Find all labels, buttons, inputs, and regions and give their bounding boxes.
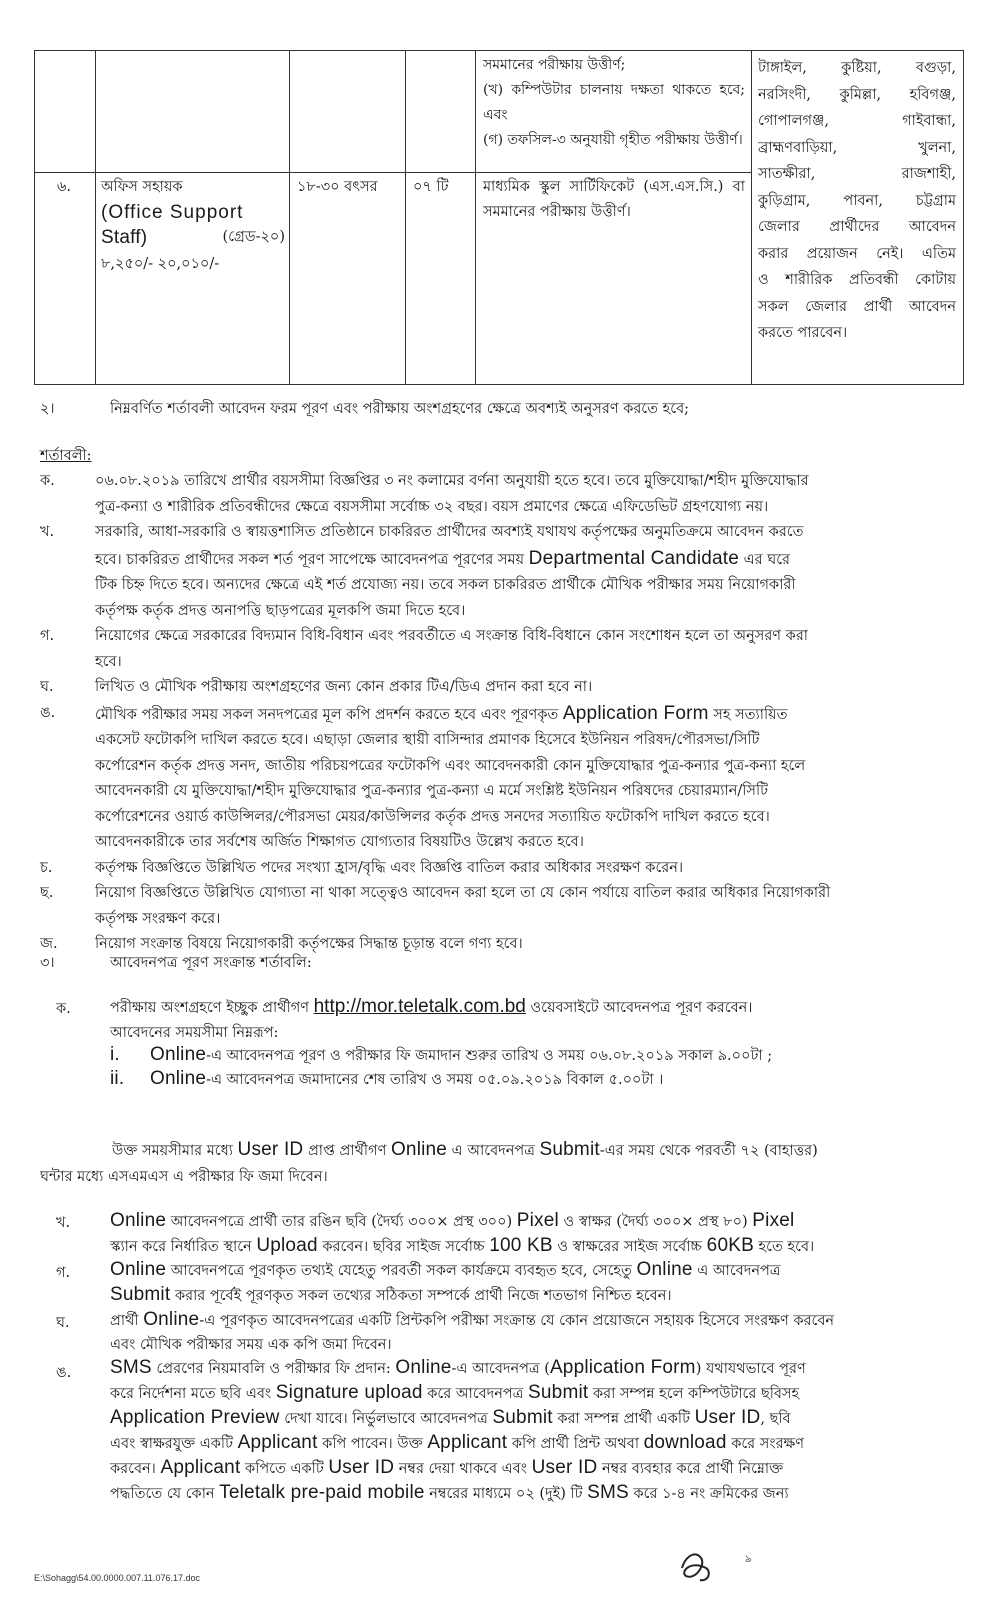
item-umo-text	[110, 1356, 920, 1506]
text-segment: এবং স্বাক্ষরযুক্ত একটি	[110, 1436, 238, 1452]
text-segment: করবেন।	[110, 1461, 161, 1477]
applicant-term: Applicant	[237, 1432, 318, 1453]
condition-label: ঘ.	[40, 679, 54, 695]
district-line: নরসিংদী, কুমিল্লা, হবিগঞ্জ,	[758, 86, 956, 103]
text-line: (খ) কম্পিউটার চালনায় দক্ষতা থাকতে হবে; এবং	[483, 82, 745, 123]
sms-term: SMS	[110, 1357, 152, 1378]
handwritten-initials-icon	[676, 1546, 736, 1586]
condition-kha	[40, 520, 906, 624]
text-segment: প্রেরণের নিয়মাবলি ও পরীক্ষার ফি প্রদান:	[151, 1361, 396, 1377]
post-name-en: (Office Support	[101, 202, 244, 223]
upload-term: Upload	[256, 1235, 318, 1256]
text-segment: দেখা যাবে। নির্ভুলভাবে আবেদনপত্র	[279, 1411, 493, 1427]
text-line: কর্তৃপক্ষ বিজ্ঞপ্তিতে উল্লিখিত পদের সংখ্যা হ্রাস/বৃদ্ধি এবং বিজ্ঞপ্তি বাতিল করার অধিকার সংরক্ষণ করেন।	[95, 859, 684, 876]
text-segment: কপিতে একটি	[240, 1461, 329, 1477]
text-segment: নম্বরের মাধ্যমে ০২ (দুই) টি	[424, 1486, 588, 1502]
condition-label: চ.	[40, 859, 53, 876]
text-segment: করে আবেদনপত্র	[422, 1386, 529, 1402]
text-segment: নম্বর ব্যবহার করে প্রার্থী নিম্নোক্ত	[597, 1461, 784, 1477]
deadline-row	[110, 1068, 663, 1093]
applicant-term: Applicant	[427, 1432, 508, 1453]
row6-posts: ০৭ টি	[413, 179, 449, 195]
text-segment: ) যথাযথভাবে পূরণ	[695, 1361, 806, 1377]
district-line: কুড়িগ্রাম, পাবনা, চট্টগ্রাম	[758, 192, 956, 209]
text-segment: করা সম্পন্ন প্রার্থী একটি	[552, 1411, 695, 1427]
text-segment: হতে হবে।	[753, 1239, 815, 1255]
condition-label: খ.	[40, 524, 55, 540]
pixel-term: Pixel	[516, 1210, 559, 1231]
district-restriction	[758, 55, 956, 347]
text-line: নিয়োগ সংক্রান্ত বিষয়ে নিয়োগকারী কর্তৃপক্ষের সিদ্ধান্ত চূড়ান্ত বলে গণ্য হবে।	[95, 936, 523, 952]
download-term: download	[643, 1432, 727, 1453]
text-segment: স্ক্যান করে নির্ধারিত স্থানে	[110, 1239, 257, 1255]
pixel-term: Pixel	[752, 1210, 795, 1231]
condition-ka	[40, 469, 906, 520]
online-term: Online	[390, 1139, 448, 1160]
text-line: নিয়োগের ক্ষেত্রে সরকারের বিদ্যমান বিধি-বিধান এবং পরবর্তীতে এ সংক্রান্ত বিধি-বিধানে কোন সংশোধন হলে তা অনুসরণ করা	[95, 628, 809, 644]
text-line: কর্তৃপক্ষ সংরক্ষণ করে।	[95, 910, 221, 927]
grade: (গ্রেড-২০)	[222, 229, 285, 245]
text-segment: আবেদনপত্রে পূরণকৃত তথ্যই যেহেতু পরবর্তী সকল কার্যক্রমে ব্যবহৃত হবে, সেহেতু	[166, 1263, 637, 1279]
online-term: Online	[636, 1259, 693, 1280]
text-segment: -এ পূরণকৃত আবেদনপত্রের একটি প্রিন্টকপি পরীক্ষা সংক্রান্ত যে কোন প্রয়োজনে সহায়ক হিসেবে সংরক্ষণ করবেন	[199, 1313, 835, 1329]
conditions-heading: শর্তাবলী:	[40, 448, 92, 464]
online-term: Online	[395, 1357, 452, 1378]
row6-serial: ৬.	[57, 179, 72, 195]
text-segment: প্রার্থী	[110, 1313, 144, 1329]
item-ga-text	[110, 1258, 910, 1308]
text-segment: প্রাপ্ত প্রার্থীগণ	[303, 1143, 391, 1159]
text-line: কর্পোরেশনের ওয়ার্ড কাউন্সিলর/পৌরসভা মেয়র/কাউন্সিলর কর্তৃক প্রদত্ত সনদের সত্যায়িত ফটোকপি দাখিল করতে হবে।	[95, 808, 770, 825]
text-line: একসেট ফটোকপি দাখিল করতে হবে। এছাড়া জেলার স্থায়ী বাসিন্দার প্রমাণক হিসেবে ইউনিয়ন পরিষদ/পৌরসভা/সিটি	[95, 732, 760, 748]
district-line: সকল জেলার প্রার্থী আবেদন	[758, 298, 956, 315]
text-segment: করবেন। ছবির সাইজ সর্বোচ্চ	[317, 1239, 490, 1255]
online-term: Online	[110, 1210, 167, 1231]
deadline-text: -এ আবেদনপত্র জমাদানের শেষ তারিখ ও সময় ০৫.০৯.২০১৯ বিকাল ৫.০০টা ।	[206, 1072, 664, 1088]
text-line: হবে।	[95, 653, 122, 670]
post-name-bn: অফিস সহায়ক	[101, 179, 183, 195]
item-umo-label: ঙ.	[56, 1365, 72, 1381]
teletalk-link[interactable]: http://mor.teletalk.com.bd	[313, 996, 526, 1017]
text-segment: পদ্ধতিতে যে কোন	[110, 1486, 220, 1502]
section2-text: নিম্নবর্ণিত শর্তাবলী আবেদন ফরম পূরণ এবং পরীক্ষায় অংশগ্রহণের ক্ষেত্রে অবশ্যই অনুসরণ করতে হবে;	[110, 401, 690, 417]
signature-upload-term: Signature upload	[275, 1382, 423, 1403]
text-line: ০৬.০৮.২০১৯ তারিখে প্রার্থীর বয়সসীমা বিজ্ঞপ্তির ৩ নং কলামের বর্ণনা অনুযায়ী হতে হবে। তবে মুক্তিযোদ্ধা/শহীদ মুক্তিযোদ্ধার	[95, 473, 809, 489]
text-segment: করা সম্পন্ন হলে কম্পিউটারে ছবিসহ	[588, 1386, 800, 1402]
text-line: এবং মৌখিক পরীক্ষার সময় এক কপি জমা দিবেন।	[110, 1337, 392, 1353]
application-form-term: Application Form	[549, 1357, 696, 1378]
online-term: Online	[150, 1044, 207, 1065]
deadline-text: -এ আবেদনপত্র পূরণ ও পরীক্ষার ফি জমাদান শুরুর তারিখ ও সময় ০৬.০৮.২০১৯ সকাল ৯.০০টা ;	[206, 1048, 773, 1064]
deadline-num: ii.	[110, 1068, 125, 1089]
online-term: Online	[150, 1068, 207, 1089]
text-line: পুত্র-কন্যা ও শারীরিক প্রতিবন্ধীদের ক্ষেত্রে বয়সসীমা সর্বোচ্চ ৩২ বছর। বয়স প্রমাণের ক্ষেত্রে এফিডেভিট গ্রহণযোগ্য নয়।	[95, 498, 769, 515]
online-term: Online	[143, 1309, 200, 1330]
applicant-term: Applicant	[160, 1457, 241, 1478]
text-segment: ও স্বাক্ষর (দৈর্ঘ্য ৩০০× প্রস্থ ৮০)	[558, 1214, 753, 1230]
text-segment: করে নির্দেশনা মতে ছবি এবং	[110, 1386, 276, 1402]
text-segment: এ আবেদনপত্র	[447, 1143, 540, 1159]
item-ga-label: গ.	[56, 1265, 71, 1281]
text-segment: এ আবেদনপত্র	[692, 1263, 781, 1279]
text-segment: করে সংরক্ষণ	[726, 1436, 805, 1452]
item-ka-text	[110, 996, 753, 1021]
submit-term: Submit	[492, 1407, 553, 1428]
section3-heading: আবেদনপত্র পূরণ সংক্রান্ত শর্তাবলি:	[110, 955, 312, 971]
page-mark: ৯	[745, 1554, 752, 1565]
condition-label: ক.	[40, 473, 55, 489]
submit-term: Submit	[110, 1284, 171, 1305]
district-line: জেলার প্রার্থীদের আবেদন	[758, 219, 956, 235]
condition-chha	[40, 881, 906, 932]
deadline-num: i.	[110, 1044, 120, 1065]
section3-number: ৩।	[40, 955, 55, 971]
file-path-footer: E:\Sohagg\54.00.0000.007.11.076.17.doc	[34, 1573, 200, 1583]
text-segment: করে ১-৪ নং ক্রমিকের জন্য	[628, 1486, 789, 1502]
userid-paragraph	[40, 1137, 920, 1190]
district-line: ও শারীরিক প্রতিবন্ধী কোটায়	[758, 272, 956, 288]
deadline-heading: আবেদনের সময়সীমা নিম্নরূপ:	[110, 1025, 279, 1041]
text-segment: -এ আবেদনপত্র (	[451, 1361, 550, 1377]
item-kha-label: খ.	[56, 1215, 71, 1231]
text-line: টিক চিহ্ন দিতে হবে। অন্যদের ক্ষেত্রে এই শর্ত প্রযোজ্য নয়। তবে সকল চাকরিরত প্রার্থীকে মৌখিক পরীক্ষার সময় নিয়োগকারী	[95, 577, 796, 593]
condition-umo	[40, 701, 906, 856]
row6-qualification: মাধ্যমিক স্কুল সার্টিফিকেট (এস.এস.সি.) বা সমমানের পরীক্ষায় উত্তীর্ণ।	[483, 179, 745, 220]
district-line: সাতক্ষীরা, রাজশাহী,	[758, 166, 956, 182]
text-segment: কপি প্রার্থী প্রিন্ট অথবা	[507, 1436, 644, 1452]
initials-mark	[676, 1546, 736, 1590]
district-line: গোপালগঞ্জ, গাইবান্ধা,	[758, 113, 956, 129]
section2-number: ২।	[40, 401, 55, 417]
condition-gha	[40, 675, 906, 701]
text-segment: উক্ত সময়সীমার মধ্যে	[112, 1143, 238, 1159]
application-form-term: Application Form	[562, 702, 709, 724]
application-preview-term: Application Preview	[110, 1407, 280, 1428]
district-line: করতে পারবেন।	[758, 325, 848, 341]
text-segment: পরীক্ষায় অংশগ্রহণে ইচ্ছুক প্রার্থীগণ	[110, 1000, 314, 1016]
text-segment: করার পূর্বেই পূরণকৃত সকল তথ্যের সঠিকতা সম্পর্কে প্রার্থী নিজে শতভাগ নিশ্চিত হবেন।	[170, 1288, 672, 1304]
condition-label: ছ.	[40, 885, 54, 901]
text-line: ঘন্টার মধ্যে এসএমএস এ পরীক্ষার ফি জমা দিবেন।	[40, 1168, 328, 1185]
text-line: সমমানের পরীক্ষায় উত্তীর্ণ;	[483, 57, 626, 73]
district-line: টাঙ্গাইল, কুষ্টিয়া, বগুড়া,	[758, 60, 956, 76]
text-segment: কপি পাবেন। উক্ত	[317, 1436, 428, 1452]
sms-term: SMS	[587, 1482, 629, 1503]
row6-age: ১৮-৩০ বৎসর	[297, 179, 378, 195]
item-gha-label: ঘ.	[56, 1315, 70, 1331]
online-term: Online	[110, 1259, 167, 1280]
row5-qualification-text	[483, 53, 745, 153]
teletalk-term: Teletalk pre-paid mobile	[219, 1482, 425, 1503]
district-line: ব্রাহ্মণবাড়িয়া, খুলনা,	[758, 139, 956, 156]
item-gha-text	[110, 1308, 920, 1357]
text-line: সরকারি, আধা-সরকারি ও স্বায়ত্তশাসিত প্রতিষ্ঠানে চাকরিরত প্রার্থীদের অবশ্যই যথাযথ কর্তৃপক্ষের অনুমতিক্রমে আবেদন করতে	[95, 524, 804, 540]
submit-term: Submit	[539, 1139, 600, 1160]
condition-cha	[40, 856, 906, 882]
qualification-table	[34, 50, 964, 385]
text-segment: -এর সময় থেকে পরবর্তী ৭২ (বাহাত্তর)	[599, 1143, 818, 1159]
text-segment: হবে। চাকরিরত প্রার্থীদের সকল শর্ত পূরণ সাপেক্ষে আবেদনপত্র পূরণের সময়	[95, 551, 529, 568]
post-name-en-2: Staff)	[101, 227, 148, 248]
condition-label: গ.	[40, 628, 55, 644]
text-segment: এর ঘরে	[739, 551, 791, 568]
user-id-term: User ID	[694, 1407, 761, 1428]
text-segment: ওয়েবসাইটে আবেদনপত্র পূরণ করবেন।	[525, 1000, 753, 1016]
text-line: (গ) তফসিল-৩ অনুযায়ী গৃহীত পরীক্ষায় উত্তীর্ণ।	[483, 132, 743, 148]
text-segment: , ছবি	[760, 1411, 791, 1427]
district-line: করার প্রয়োজন নেই। এতিম	[758, 245, 956, 262]
text-line: কর্পোরেশন কর্তৃক প্রদত্ত সনদ, জাতীয় পরিচয়পত্রের ফটোকপি এবং আবেদনকারী কোন মুক্তিযোদ্ধার পুত্র-কন্যার পুত্র-কন্যা হলে	[95, 757, 806, 774]
user-id-term: User ID	[328, 1457, 395, 1478]
text-line: কর্তৃপক্ষ কর্তৃক প্রদত্ত অনাপত্তি ছাড়পত্রের মূলকপি জমা দিতে হবে।	[95, 602, 466, 619]
deadline-row	[110, 1044, 772, 1069]
departmental-candidate: Departmental Candidate	[528, 547, 740, 569]
condition-label: ঙ.	[40, 704, 56, 721]
text-segment: মৌখিক পরীক্ষার সময় সকল সনদপত্রের মূল কপি প্রদর্শন করতে হবে এবং পূরণকৃত	[95, 706, 563, 723]
submit-term: Submit	[528, 1382, 589, 1403]
text-line: লিখিত ও মৌখিক পরীক্ষায় অংশগ্রহণের জন্য কোন প্রকার টিএ/ডিএ প্রদান করা হবে না।	[95, 679, 593, 695]
text-line: আবেদনকারী যে মুক্তিযোদ্ধা/শহীদ মুক্তিযোদ্ধার পুত্র-কন্যার পুত্র-কন্যা এ মর্মে সংশ্লিষ্ট ইউনিয়ন পরিষদের চেয়ারম্যান/সিটি	[95, 783, 769, 799]
text-line: আবেদনকারীকে তার সর্বশেষ অর্জিত শিক্ষাগত যোগ্যতার বিষয়টিও উল্লেখ করতে হবে।	[95, 834, 584, 850]
size-term: 100 KB	[489, 1235, 553, 1256]
size-term: 60KB	[706, 1235, 754, 1256]
condition-ga	[40, 624, 906, 675]
condition-label: জ.	[40, 936, 58, 952]
text-line: নিয়োগ বিজ্ঞপ্তিতে উল্লিখিত যোগ্যতা না থাকা সত্ত্বেও আবেদন করা হলে তা যে কোন পর্যায়ে বাতিল করার অধিকার নিয়োগকারী	[95, 885, 831, 901]
conditions-list	[40, 469, 906, 958]
user-id-term: User ID	[531, 1457, 598, 1478]
text-segment: আবেদনপত্রে প্রার্থী তার রঙিন ছবি (দৈর্ঘ্য ৩০০× প্রস্থ ৩০০)	[166, 1214, 517, 1230]
item-kha-text	[110, 1209, 910, 1259]
text-segment: সহ সত্যায়িত	[708, 706, 788, 723]
text-segment: নম্বর দেয়া থাকবে এবং	[394, 1461, 532, 1477]
pay-scale: ৮,২৫০/- ২০,০১০/-	[101, 256, 220, 272]
text-segment: ও স্বাক্ষরের সাইজ সর্বোচ্চ	[552, 1239, 707, 1255]
user-id-term: User ID	[237, 1139, 304, 1160]
row6-post	[101, 175, 285, 277]
item-ka-label: ক.	[56, 1001, 71, 1017]
